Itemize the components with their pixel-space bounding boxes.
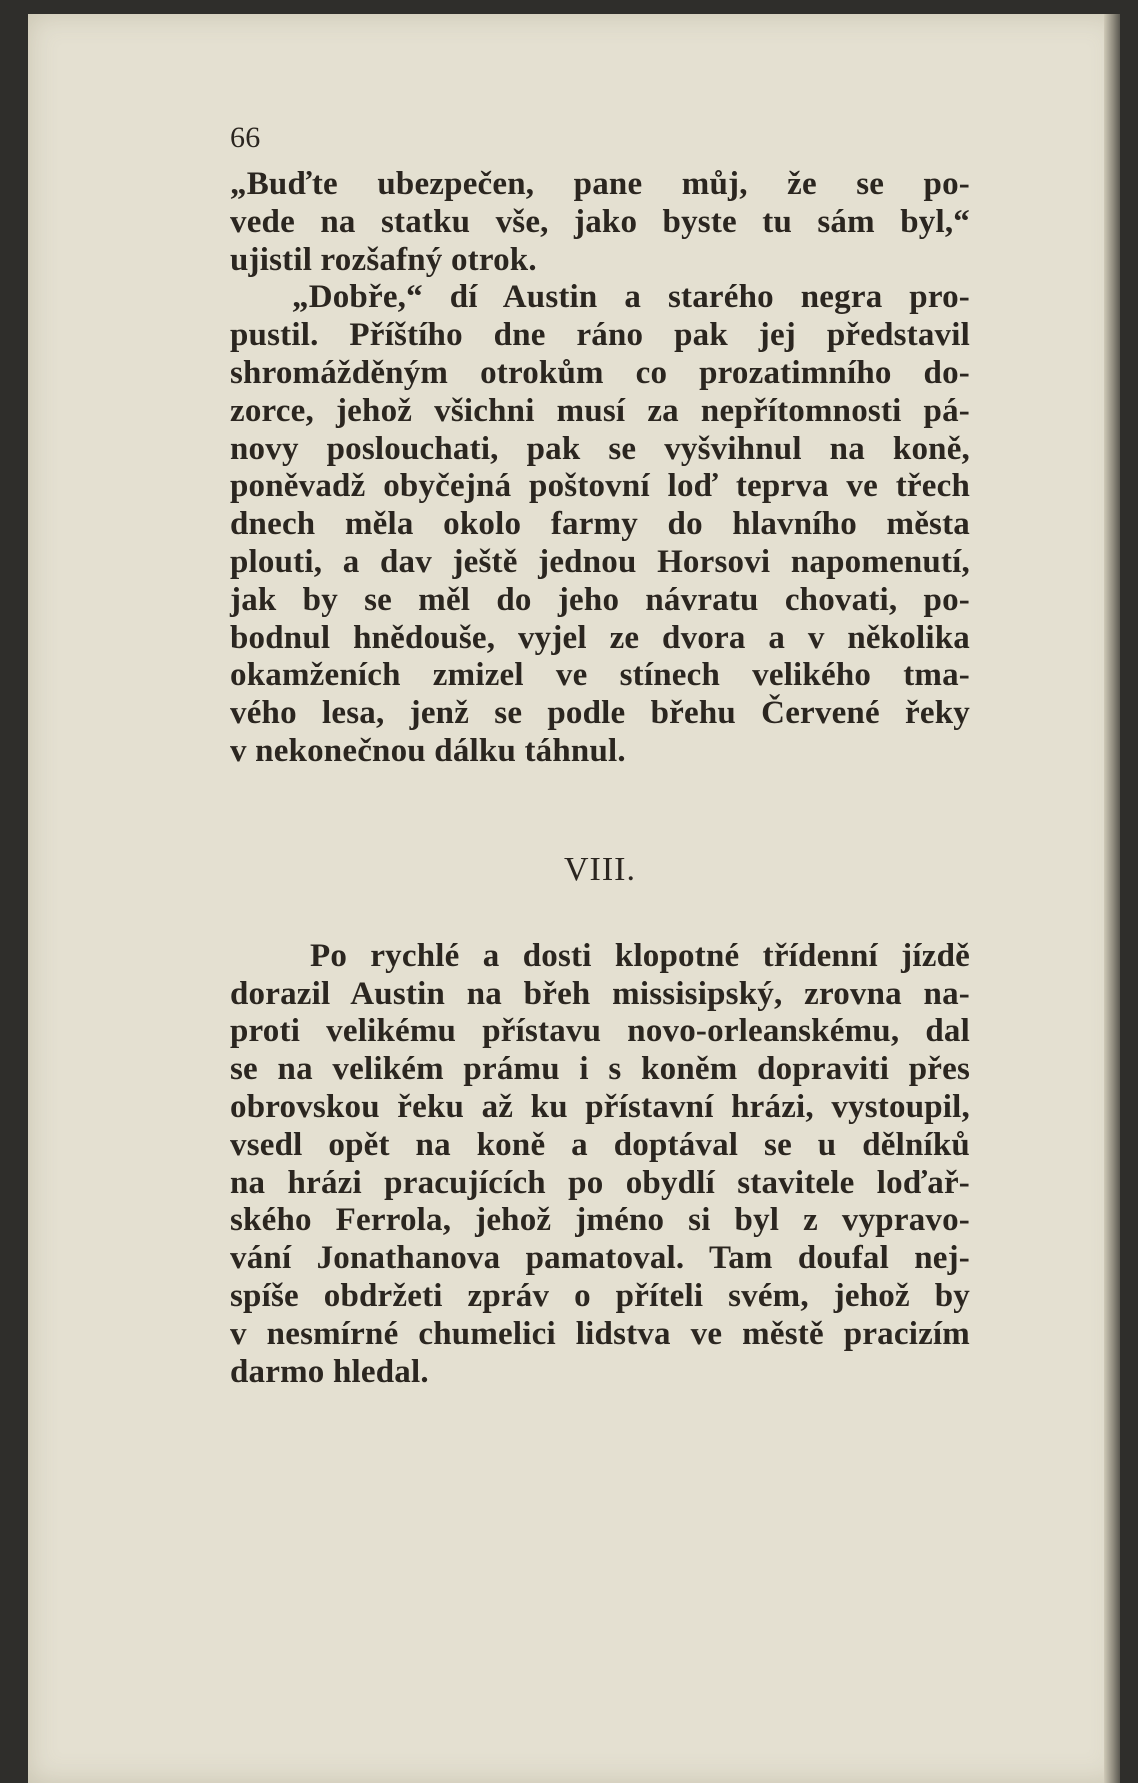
text-line: darmo hledal. — [230, 1353, 429, 1390]
paragraph-2 — [230, 938, 970, 1392]
page-binding-edge — [1104, 14, 1120, 1783]
text-line: Po rychlé a dosti klopotné třídenní jízdě — [310, 937, 970, 974]
text-line: novy poslouchati, pak se vyšvihnul na koně, — [230, 430, 970, 467]
text-line: plouti, a dav ještě jednou Horsovi napomenutí, — [230, 543, 970, 580]
text-line: v nesmírné chumelici lidstva ve městě pracizím — [230, 1315, 970, 1352]
text-line: dnech měla okolo farmy do hlavního města — [230, 506, 970, 543]
text-line: bodnul hnědouše, vyjel ze dvora a v několika — [230, 619, 970, 656]
text-line: „Buďte ubezpečen, pane můj, že se po- — [230, 166, 970, 202]
text-line: zorce, jehož všichni musí za nepřítomnosti pá- — [230, 392, 970, 429]
chapter-heading: VIII. — [563, 850, 637, 888]
text-line: vání Jonathanova pamatoval. Tam doufal nej- — [230, 1240, 970, 1277]
text-line: poněvadž obyčejná poštovní loď teprva ve třech — [230, 468, 970, 505]
text-line: se na velikém prámu i s koněm dopraviti přes — [230, 1051, 970, 1088]
text-line: spíše obdržeti zpráv o příteli svém, jehož by — [230, 1277, 970, 1314]
text-line: ujistil rozšafný otrok. — [230, 241, 537, 278]
text-line: v nekonečnou dálku táhnul. — [230, 732, 626, 769]
text-line: jak by se měl do jeho návratu chovati, po- — [230, 581, 970, 618]
text-line: „Dobře,“ dí Austin a starého negra pro- — [292, 279, 970, 316]
text-line: shromážděným otrokům co prozatimního do- — [230, 354, 970, 391]
text-line: okamženích zmizel ve stínech velikého tma- — [230, 657, 970, 694]
text-line: ského Ferrola, jehož jméno si byl z vypravo- — [230, 1202, 970, 1239]
paragraph-1 — [230, 166, 970, 771]
page-number: 66 — [230, 121, 261, 154]
text-line: vede na statku vše, jako byste tu sám byl,“ — [230, 203, 970, 240]
text-line: dorazil Austin na břeh missisipský, zrovna na- — [230, 975, 970, 1012]
text-line: proti velikému přístavu novo-orleanskému, dal — [230, 1013, 970, 1050]
text-line: pustil. Příštího dne ráno pak jej představil — [230, 317, 970, 354]
book-page — [28, 14, 1120, 1783]
text-line: na hrázi pracujících po obydlí stavitele loďař- — [230, 1164, 970, 1201]
page-text — [230, 114, 970, 1391]
text-line: vsedl opět na koně a doptával se u dělníků — [230, 1126, 970, 1163]
text-line: obrovskou řeku až ku přístavní hrázi, vystoupil, — [230, 1088, 970, 1125]
text-line: vého lesa, jenž se podle břehu Červené řeky — [230, 695, 970, 732]
